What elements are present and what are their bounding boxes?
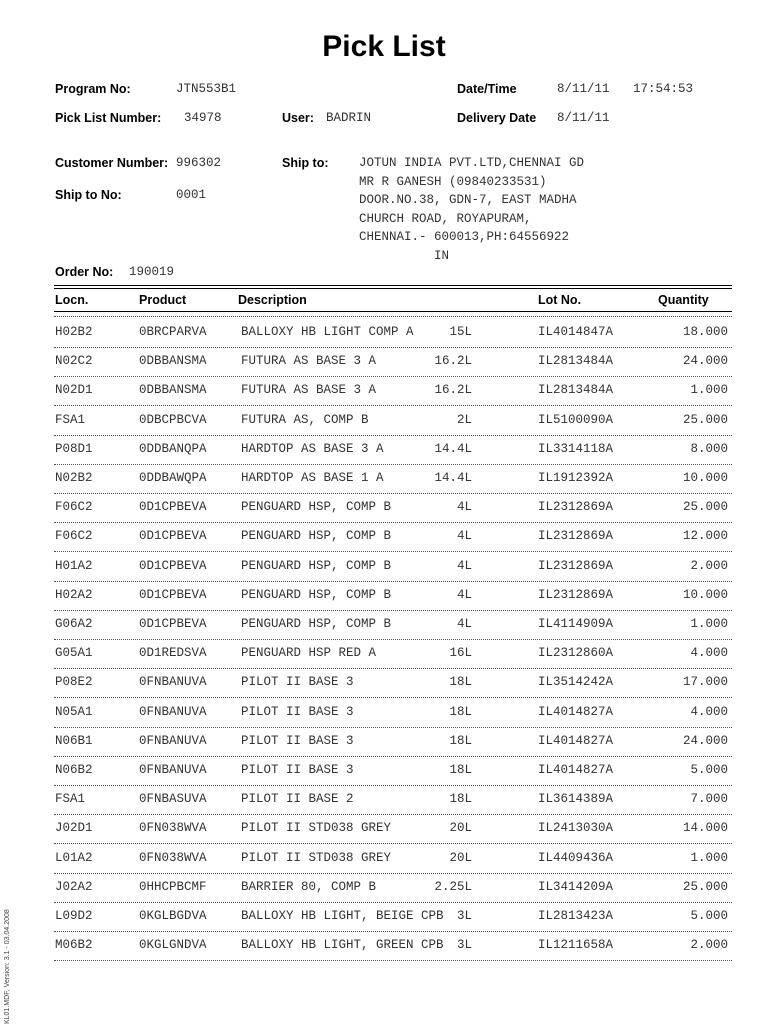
cell-lot-no: IL4114909A [538,617,614,631]
cell-description: FUTURA AS BASE 3 A [241,354,377,369]
cell-description: PILOT II BASE 2 [241,792,354,807]
cell-lot-no: IL4014847A [538,325,614,339]
cell-quantity: 10.000 [682,587,728,602]
row-divider [54,697,732,698]
cell-size: 2L [456,412,472,427]
cell-quantity: 2.000 [690,938,728,953]
cell-locn: F06C2 [55,500,93,515]
cell-lot-no: IL4014827A [538,733,614,748]
cell-quantity: 25.000 [682,500,728,515]
ship-to-line: JOTUN INDIA PVT.LTD,CHENNAI GD [359,156,585,170]
cell-description: HARDTOP AS BASE 3 A [241,441,384,456]
cell-lot-no: IL2413030A [538,821,614,836]
cell-quantity: 17.000 [682,675,728,690]
cell-quantity: 5.000 [690,763,728,777]
cell-locn: N02D1 [55,383,93,398]
table-row [0,529,768,558]
ship-to-no-label: Ship to No: [55,188,122,202]
ship-to-line: MR R GANESH (09840233531) [359,174,547,189]
table-row [0,354,768,383]
cell-size: 16L [449,646,472,661]
ship-to-line: CHENNAI.- 600013,PH:64556922 [359,230,570,244]
cell-locn: N02C2 [55,354,93,369]
cell-quantity: 12.000 [682,529,728,544]
table-row [0,413,768,442]
table-row [0,763,768,792]
cell-quantity: 18.000 [682,325,728,339]
cell-description: BALLOXY HB LIGHT, BEIGE CPB [241,909,444,923]
cell-size: 4L [456,500,472,515]
order-no-value: 190019 [129,265,175,279]
cell-description: PENGUARD HSP, COMP B [241,558,392,573]
row-divider [54,931,732,932]
cell-size: 20L [449,821,472,836]
row-divider [54,435,732,436]
cell-locn: G05A1 [55,646,93,661]
side-version-note: KL01.MDF, Version: 3.1 - 03.04.2008 [4,909,11,1024]
table-row [0,646,768,675]
cell-description: PILOT II BASE 3 [241,675,354,690]
cell-quantity: 8.000 [690,441,728,456]
cell-locn: H02B2 [55,325,93,339]
row-divider [54,843,732,844]
cell-description: PILOT II STD038 GREY [241,850,392,865]
row-divider [54,522,732,523]
cell-lot-no: IL2813484A [538,383,614,398]
program-no-value: JTN553B1 [176,82,237,96]
row-divider [54,785,732,786]
cell-locn: N06B1 [55,733,93,748]
cell-locn: G06A2 [55,617,93,631]
cell-locn: J02A2 [55,879,93,894]
cell-product: 0FNBANUVA [139,704,207,719]
cell-quantity: 5.000 [690,909,728,923]
cell-lot-no: IL2312869A [538,500,614,515]
table-row [0,792,768,821]
cell-product: 0HHCPBCMF [139,879,207,894]
cell-lot-no: IL1211658A [538,938,614,953]
order-no-label: Order No: [55,265,114,279]
row-divider [54,902,732,903]
cell-locn: P08D1 [55,441,93,456]
cell-product: 0FNBASUVA [139,792,207,807]
cell-size: 16.2L [434,354,472,369]
cell-lot-no: IL2312860A [538,646,614,661]
cell-product: 0DDBAWQPA [139,471,207,485]
user-value: BADRIN [326,111,372,125]
cell-product: 0FN038WVA [139,850,207,865]
table-row [0,675,768,704]
table-row [0,588,768,617]
ship-to-no-value: 0001 [176,188,207,202]
cell-lot-no: IL2813423A [538,909,614,923]
cell-description: PILOT II BASE 3 [241,763,354,777]
cell-quantity: 24.000 [682,733,728,748]
cell-description: BARRIER 80, COMP B [241,879,377,894]
cell-lot-no: IL5100090A [538,412,614,427]
cell-description: FUTURA AS, COMP B [241,412,369,427]
column-header-lot-no: Lot No. [538,293,582,307]
row-divider [54,960,732,961]
cell-locn: M06B2 [55,938,93,953]
row-divider [54,405,732,406]
table-row [0,559,768,588]
row-divider [54,639,732,640]
table-row [0,383,768,412]
row-divider [54,581,732,582]
cell-size: 2.25L [434,879,472,894]
cell-lot-no: IL4014827A [538,763,614,777]
customer-number-label: Customer Number: [55,156,169,170]
pick-list-number-value: 34978 [184,111,222,125]
cell-quantity: 2.000 [690,558,728,573]
row-divider [54,756,732,757]
cell-lot-no: IL3314118A [538,441,614,456]
cell-quantity: 1.000 [690,850,728,865]
cell-size: 15L [449,325,472,339]
cell-description: HARDTOP AS BASE 1 A [241,471,384,485]
user-label: User: [282,111,314,125]
table-row [0,909,768,938]
program-no-label: Program No: [55,82,131,96]
table-row [0,617,768,646]
cell-size: 18L [449,792,472,807]
row-divider [54,668,732,669]
cell-locn: FSA1 [55,792,86,807]
table-row [0,705,768,734]
datetime-label: Date/Time [457,82,517,96]
cell-lot-no: IL3414209A [538,879,614,894]
cell-quantity: 24.000 [682,354,728,369]
row-divider [54,551,732,552]
cell-locn: L09D2 [55,909,93,923]
cell-size: 4L [456,617,472,631]
cell-locn: FSA1 [55,412,86,427]
cell-lot-no: IL2312869A [538,587,614,602]
cell-lot-no: IL2813484A [538,354,614,369]
date-value: 8/11/11 [557,82,610,96]
cell-size: 18L [449,704,472,719]
cell-product: 0KGLBGDVA [139,909,207,923]
cell-description: BALLOXY HB LIGHT COMP A [241,325,414,339]
cell-description: PILOT II BASE 3 [241,733,354,748]
ship-to-label: Ship to: [282,156,329,170]
cell-product: 0FNBANUVA [139,675,207,690]
row-divider [54,610,732,611]
cell-description: BALLOXY HB LIGHT, GREEN CPB [241,938,444,953]
cell-lot-no: IL1912392A [538,471,614,485]
cell-lot-no: IL4409436A [538,850,614,865]
table-row [0,734,768,763]
table-row [0,471,768,500]
cell-quantity: 1.000 [690,383,728,398]
cell-size: 14.4L [434,441,472,456]
cell-quantity: 1.000 [690,617,728,631]
cell-quantity: 10.000 [682,471,728,485]
table-row [0,938,768,967]
cell-lot-no: IL2312869A [538,529,614,544]
cell-size: 18L [449,763,472,777]
time-value: 17:54:53 [633,82,694,96]
cell-locn: L01A2 [55,850,93,865]
customer-number-value: 996302 [176,156,222,170]
cell-lot-no: IL3614389A [538,792,614,807]
cell-description: PENGUARD HSP, COMP B [241,500,392,515]
table-row [0,442,768,471]
delivery-date-value: 8/11/11 [557,111,610,125]
cell-quantity: 7.000 [690,792,728,807]
cell-size: 18L [449,733,472,748]
cell-quantity: 25.000 [682,879,728,894]
cell-product: 0FNBANUVA [139,763,207,777]
cell-size: 4L [456,558,472,573]
column-header-product: Product [139,293,187,307]
cell-description: PILOT II STD038 GREY [241,821,392,836]
cell-lot-no: IL4014827A [538,704,614,719]
ship-to-line: DOOR.NO.38, GDN-7, EAST MADHA [359,193,577,207]
cell-size: 16.2L [434,383,472,398]
cell-size: 14.4L [434,471,472,485]
cell-product: 0DDBANQPA [139,441,207,456]
table-row [0,880,768,909]
cell-locn: H01A2 [55,558,93,573]
cell-lot-no: IL2312869A [538,558,614,573]
cell-description: PENGUARD HSP, COMP B [241,617,392,631]
row-divider [54,814,732,815]
cell-product: 0BRCPARVA [139,325,207,339]
cell-product: 0D1CPBEVA [139,529,207,544]
cell-locn: F06C2 [55,529,93,544]
cell-size: 4L [456,529,472,544]
cell-lot-no: IL3514242A [538,675,614,690]
cell-size: 3L [456,938,472,953]
column-header-description: Description [238,293,307,307]
cell-description: PENGUARD HSP, COMP B [241,529,392,544]
row-divider [54,464,732,465]
cell-locn: N06B2 [55,763,93,777]
table-row [0,325,768,354]
table-row [0,851,768,880]
row-divider [54,873,732,874]
cell-locn: P08E2 [55,675,93,690]
ship-to-line: IN [359,248,450,263]
cell-description: PILOT II BASE 3 [241,704,354,719]
column-header-quantity: Quantity [658,293,709,307]
table-row [0,500,768,529]
cell-quantity: 25.000 [682,412,728,427]
cell-product: 0DBBANSMA [139,354,207,369]
pick-list-number-label: Pick List Number: [55,111,162,125]
cell-size: 20L [449,850,472,865]
cell-description: FUTURA AS BASE 3 A [241,383,377,398]
cell-product: 0D1CPBEVA [139,500,207,515]
row-divider [54,376,732,377]
cell-size: 3L [456,909,472,923]
table-row [0,821,768,850]
ship-to-line: CHURCH ROAD, ROYAPURAM, [359,211,532,226]
row-divider [54,347,732,348]
cell-locn: N05A1 [55,704,93,719]
cell-locn: H02A2 [55,587,93,602]
cell-product: 0FNBANUVA [139,733,207,748]
cell-product: 0KGLGNDVA [139,938,207,953]
cell-size: 18L [449,675,472,690]
row-divider [54,493,732,494]
cell-product: 0D1CPBEVA [139,558,207,573]
cell-quantity: 14.000 [682,821,728,836]
cell-quantity: 4.000 [690,646,728,661]
cell-product: 0DBBANSMA [139,383,207,398]
cell-product: 0D1CPBEVA [139,587,207,602]
column-header-locn: Locn. [55,293,89,307]
cell-product: 0D1REDSVA [139,646,207,661]
cell-product: 0FN038WVA [139,821,207,836]
cell-product: 0D1CPBEVA [139,617,207,631]
delivery-date-label: Delivery Date [457,111,537,125]
cell-description: PENGUARD HSP, COMP B [241,587,392,602]
cell-locn: J02D1 [55,821,93,836]
page-title: Pick List [322,30,446,63]
cell-product: 0DBCPBCVA [139,412,207,427]
cell-description: PENGUARD HSP RED A [241,646,377,661]
cell-quantity: 4.000 [690,704,728,719]
row-divider [54,727,732,728]
cell-locn: N02B2 [55,471,93,485]
cell-size: 4L [456,587,472,602]
